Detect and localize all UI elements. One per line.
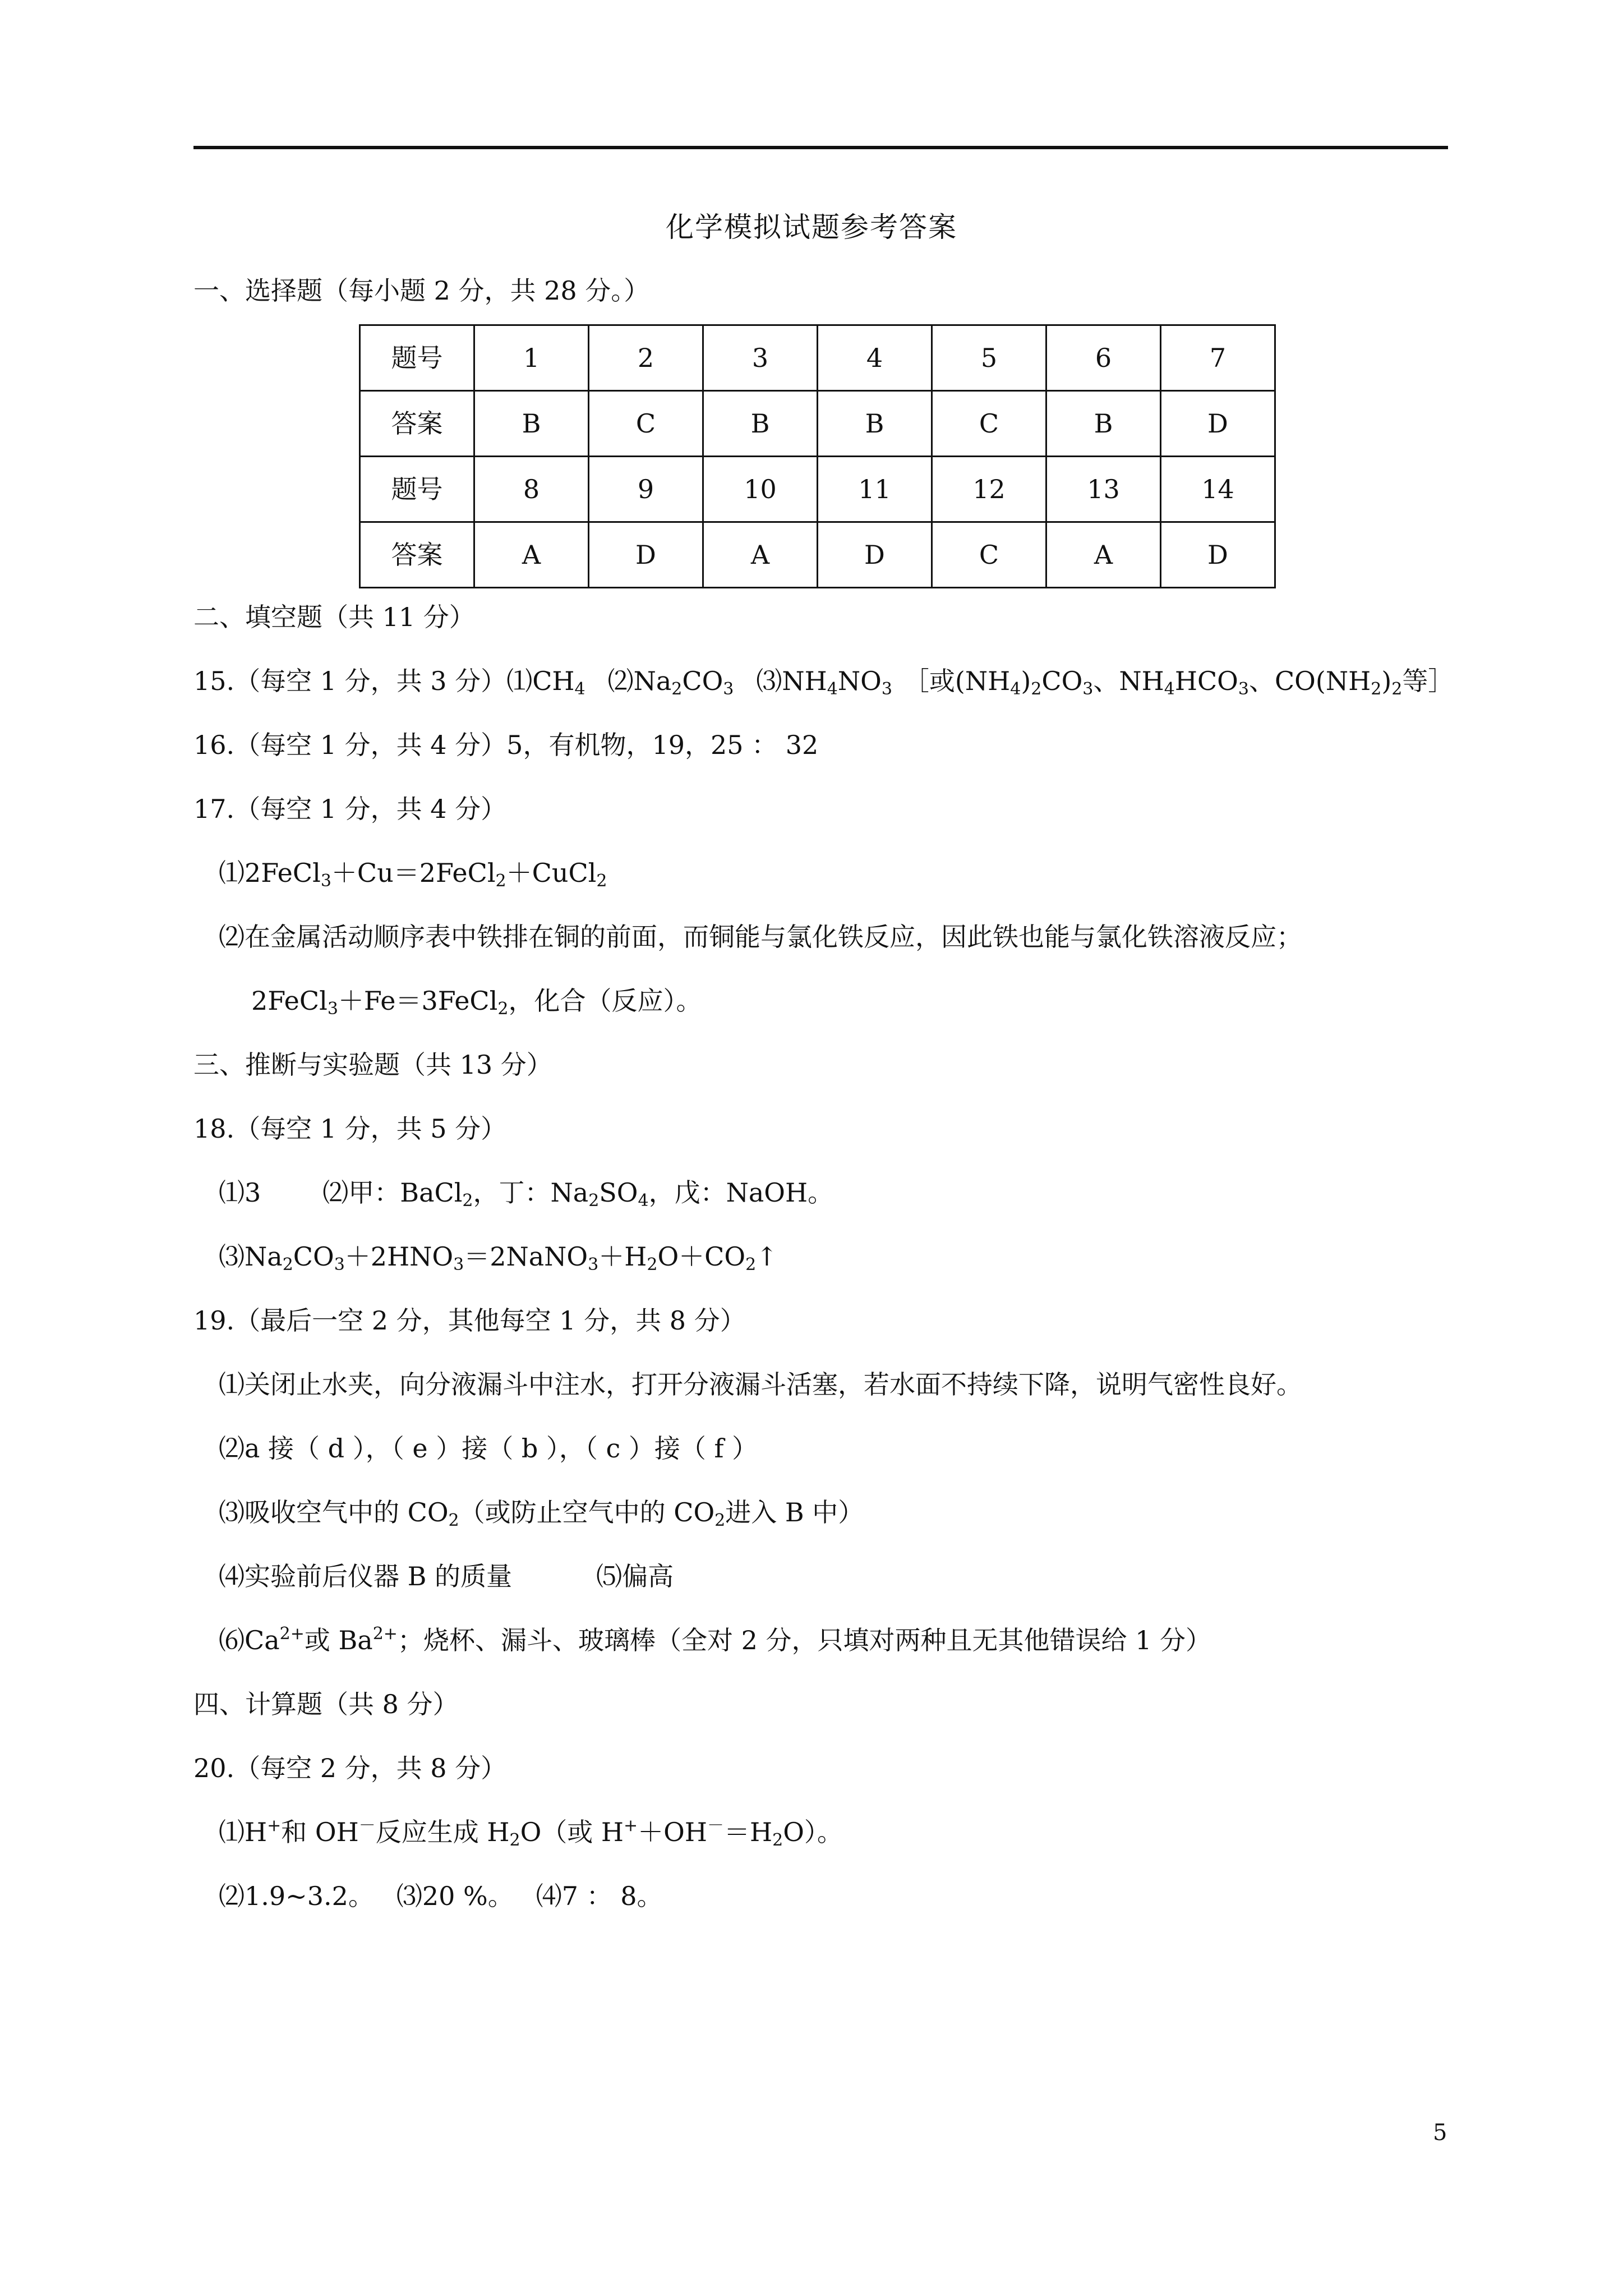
answer-table-row [360,457,1275,522]
question-18-answer-3: $⑶Na_2CO_3+2HNO_3=2NaNO_3+H_2O+CO_2↑$ [219,1241,778,1274]
answer-table-cell: 7 [1161,325,1275,391]
answer-table-row-label: 答案 [360,522,474,588]
answer-table-cell: 8 [474,457,589,522]
question-16: 16.（每空 1 分，共 4 分）5，有机物，19，25 ： 32 [193,730,819,760]
answer-table-cell: 12 [932,457,1046,522]
answer-table-cell: A [1046,522,1161,588]
question-20-answers-2-4: ⑵1.9~3.2。 ⑶20 %。 ⑷7 ： 8。 [219,1881,663,1911]
question-19-answer-3: ⑶吸收空气中的 $CO_2$（或防止空气中的 $CO_2$进入 B 中） [219,1497,864,1530]
answer-table-cell: D [818,522,932,588]
answer-table-cell: 3 [703,325,818,391]
header-rule [193,146,1448,149]
answer-table-cell: A [474,522,589,588]
section-1-heading: 一、选择题（每小题 2 分，共 28 分。） [193,275,650,306]
question-19-answer-6: $⑹Ca^{2+}$或 $Ba^{2+}$；烧杯、漏斗、玻璃棒（全对 2 分，只填对两种且无其他错误给 1 分） [219,1624,1211,1655]
answer-table-cell: 14 [1161,457,1275,522]
answer-table-cell: 2 [589,325,703,391]
answer-table-cell: 4 [818,325,932,391]
question-19-answer-1: ⑴关闭止水夹，向分液漏斗中注水，打开分液漏斗活塞，若水面不持续下降，说明气密性良好。 [219,1369,1302,1400]
answer-table-cell: 13 [1046,457,1161,522]
section-2-heading: 二、填空题（共 11 分） [193,602,475,632]
answer-table-row [360,391,1275,457]
answer-table-cell: C [589,391,703,457]
document-title: 化学模拟试题参考答案 [666,211,957,243]
answer-table-row-label: 题号 [360,457,474,522]
question-19-answer-2: ⑵a 接（ d ），（ e ）接（ b ），（ c ）接（ f ） [219,1433,758,1464]
question-20-answer-1: ⑴H+和 OH－反应生成 $H_2O$（或 $H^++OH^-=H_2O$）。 [219,1816,843,1850]
section-4-heading: 四、计算题（共 8 分） [193,1689,459,1719]
answer-table-row-label: 答案 [360,391,474,457]
answer-table-cell: 6 [1046,325,1161,391]
question-17-heading: 17.（每空 1 分，共 4 分） [193,794,507,824]
page-number: 5 [1433,2120,1447,2146]
answer-table-cell: B [818,391,932,457]
answer-table-cell: 1 [474,325,589,391]
answer-table-cell: D [589,522,703,588]
answer-table-cell: C [932,391,1046,457]
answer-table-row-label: 题号 [360,325,474,391]
answer-table-cell: 9 [589,457,703,522]
answer-table-cell: 11 [818,457,932,522]
question-19-heading: 19.（最后一空 2 分，其他每空 1 分，共 8 分） [193,1305,746,1336]
answer-table-cell: D [1161,391,1275,457]
question-19-answers-4-5: ⑷实验前后仪器 B 的质量 ⑸偏高 [219,1561,674,1591]
answer-table-cell: 5 [932,325,1046,391]
answer-table-cell: 10 [703,457,818,522]
answer-table-cell: B [703,391,818,457]
answer-table-cell: D [1161,522,1275,588]
answer-table-cell: B [1046,391,1161,457]
question-17-answer-1: ⑴2FeCl$_3$＋Cu＝2FeCl$_2$＋CuCl$_2$ [219,858,607,891]
answer-table [359,324,1276,588]
question-20-heading: 20.（每空 2 分，共 8 分） [193,1753,507,1783]
section-3-heading: 三、推断与实验题（共 13 分） [193,1050,552,1080]
question-18-heading: 18.（每空 1 分，共 5 分） [193,1114,507,1144]
question-17-answer-2: ⑵在金属活动顺序表中铁排在铜的前面，而铜能与氯化铁反应，因此铁也能与氯化铁溶液反应； [219,922,1302,952]
answer-table-row [360,325,1275,391]
question-17-answer-2-equation: 2FeCl$_3$＋Fe＝3FeCl$_2$，化合（反应）。 [251,986,702,1019]
answer-table-cell: A [703,522,818,588]
question-15: 15.（每空 1 分，共 3 分）$⑴CH_4$ $⑵Na_2CO_3$ $⑶NH_4NO_3$ ［或$(NH_4)_2CO_3$、$NH_4HCO_3$、$CO(NH_2)_2$等］ [193,666,1454,699]
question-18-answers-1-2: ⑴3 ⑵甲：BaCl$_2$，丁：$Na_2SO_4$，戊：NaOH。 [219,1177,834,1211]
answer-table-cell: B [474,391,589,457]
answer-table-cell: C [932,522,1046,588]
answer-table-row [360,522,1275,588]
